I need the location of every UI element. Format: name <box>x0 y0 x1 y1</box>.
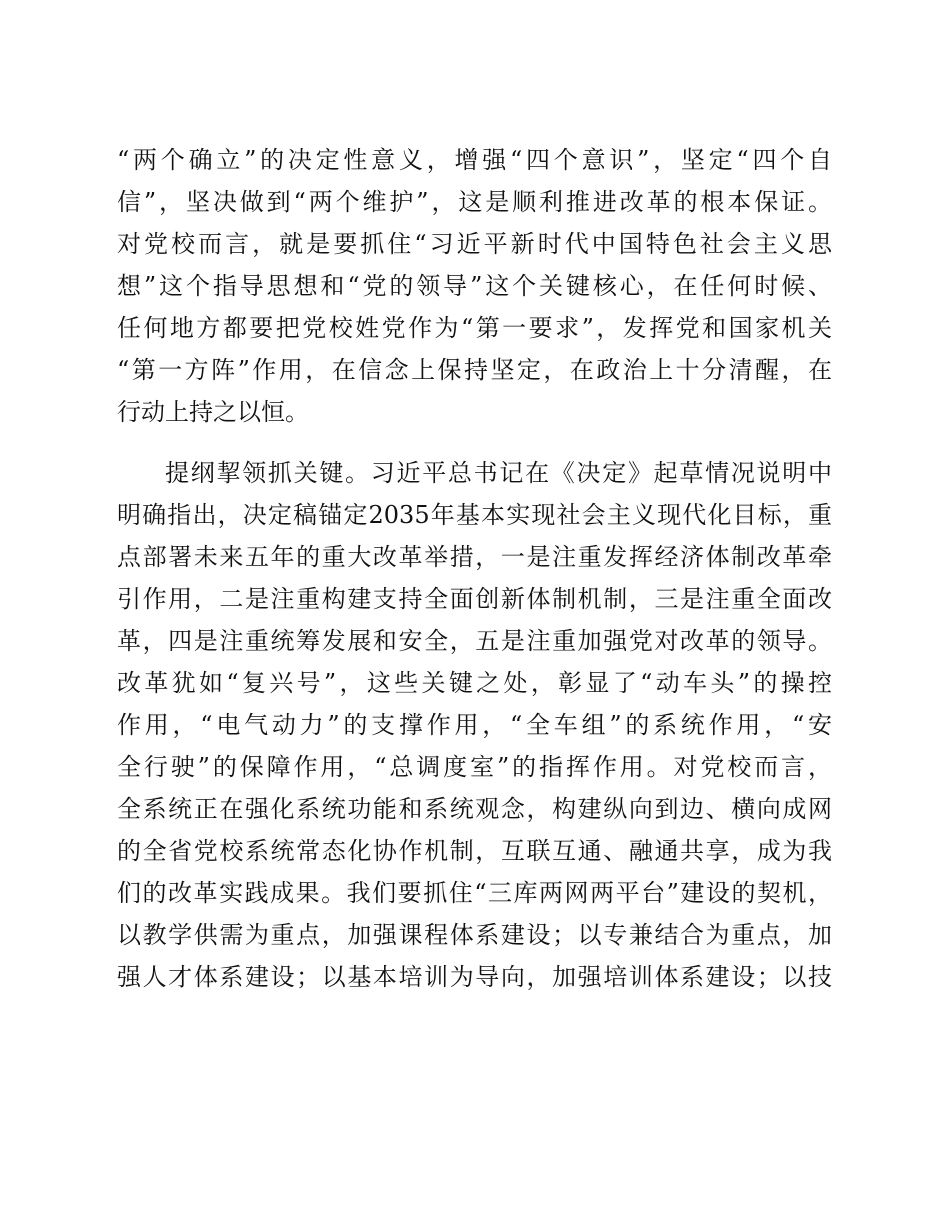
paragraph-1-line-6: “第一方阵”作用，在信念上保持坚定，在政治上十分清醒，在 <box>117 356 832 384</box>
paragraph-1-line-7: 行动上持之以恒。 <box>117 398 309 426</box>
paragraph-1-line-1: “两个确立”的决定性意义，增强“四个意识”，坚定“四个自 <box>117 146 832 174</box>
paragraph-2-line-9: 全系统正在强化系统功能和系统观念，构建纵向到边、横向成网 <box>117 795 832 823</box>
paragraph-1-line-4: 想”这个指导思想和“党的领导”这个关键核心，在任何时候、 <box>117 272 832 300</box>
paragraph-2-line-4: 引作用，二是注重构建支持全面创新体制机制，三是注重全面改 <box>117 585 832 613</box>
paragraph-2-line-6: 改革犹如“复兴号”，这些关键之处，彰显了“动车头”的操控 <box>117 669 832 697</box>
paragraph-2-line-11: 们的改革实践成果。我们要抓住“三库两网两平台”建设的契机， <box>117 879 832 907</box>
paragraph-1-line-3: 对党校而言，就是要抓住“习近平新时代中国特色社会主义思 <box>117 230 832 258</box>
paragraph-2-line-13: 强人才体系建设；以基本培训为导向，加强培训体系建设；以技 <box>117 963 832 991</box>
paragraph-2-line-2: 明确指出，决定稿锚定2035年基本实现社会主义现代化目标，重 <box>117 501 832 529</box>
paragraph-1-line-2: 信”，坚决做到“两个维护”，这是顺利推进改革的根本保证。 <box>117 188 832 216</box>
paragraph-2-line-5: 革，四是注重统筹发展和安全，五是注重加强党对改革的领导。 <box>117 627 832 655</box>
paragraph-1-line-5: 任何地方都要把党校姓党作为“第一要求”，发挥党和国家机关 <box>117 314 832 342</box>
paragraph-2-line-1: 提纲挈领抓关键。习近平总书记在《决定》起草情况说明中 <box>165 459 832 487</box>
paragraph-2-line-3: 点部署未来五年的重大改革举措，一是注重发挥经济体制改革牵 <box>117 543 832 571</box>
paragraph-2-line-12: 以教学供需为重点，加强课程体系建设；以专兼结合为重点，加 <box>117 921 832 949</box>
paragraph-2-line-10: 的全省党校系统常态化协作机制，互联互通、融通共享，成为我 <box>117 837 832 865</box>
paragraph-2-line-7: 作用，“电气动力”的支撑作用，“全车组”的系统作用，“安 <box>117 711 832 739</box>
paragraph-2-line-8: 全行驶”的保障作用，“总调度室”的指挥作用。对党校而言， <box>117 753 832 781</box>
